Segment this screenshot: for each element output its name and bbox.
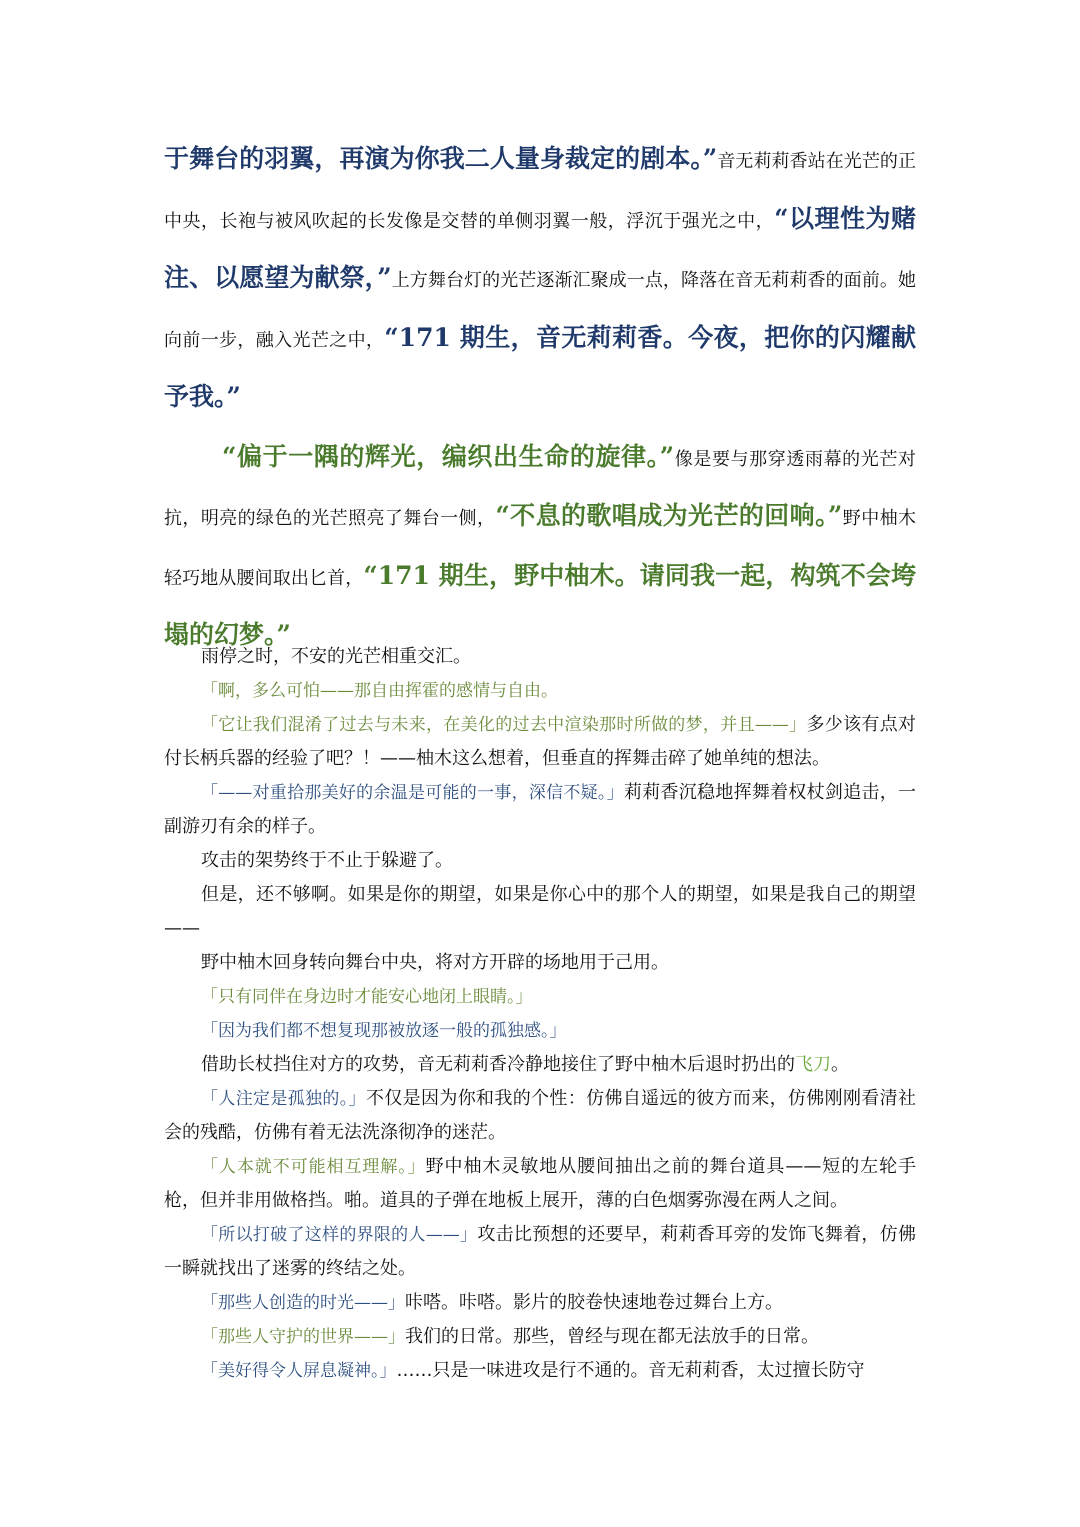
paragraph (164, 980, 916, 1014)
paragraph (164, 844, 916, 878)
narration: 莉莉香沉稳地挥舞着权杖剑追击，一副游刃有余的样子。 (164, 782, 917, 837)
paragraph (164, 1150, 916, 1218)
highlighted-word: 飞刀 (795, 1054, 831, 1075)
narration: 不仅是因为你和我的个性：仿佛自遥远的彼方而来，仿佛刚刚看清社会的残酷，仿佛有着无法洗涤彻净的迷茫。 (164, 1088, 917, 1143)
narration: 但是，还不够啊。如果是你的期望，如果是你心中的那个人的期望，如果是我自己的期望—— (164, 884, 916, 939)
lyric-line: 「因为我们都不想复现那被放逐一般的孤独感。」 (201, 1021, 567, 1041)
narration: 野中柚木回身转向舞台中央，将对方开辟的场地用于己用。 (201, 952, 669, 973)
narration: 。 (831, 1054, 849, 1075)
yuzuki-quote: “171 期生，野中柚木。请同我一起，构筑不会垮塌的幻梦。” (164, 560, 917, 649)
narration: 雨停之时，不安的光芒相重交汇。 (201, 646, 471, 667)
narration: 像是要与那穿透雨幕的光芒对抗，明亮的绿色的光芒照亮了舞台一侧， (164, 448, 916, 529)
paragraph (164, 640, 916, 674)
paragraph (164, 1082, 916, 1150)
yuzuki-quote: “偏于一隅的辉光，编织出生命的旋律。” (222, 441, 675, 471)
lilika-quote: 于舞台的羽翼，再演为你我二人量身裁定的剧本。” (164, 144, 718, 173)
lyric-line: 「那些人创造的时光——」 (201, 1293, 405, 1313)
paragraph (164, 674, 916, 708)
paragraph (164, 1320, 916, 1354)
narration: 借助长杖挡住对方的攻势，音无莉莉香冷静地接住了野中柚木后退时扔出的 (201, 1054, 795, 1075)
paragraph-yuzuki-incantation (164, 429, 916, 667)
narration: ……只是一味进攻是行不通的。音无莉莉香，太过擅长防守 (396, 1360, 865, 1381)
narration: 咔嗒。咔嗒。影片的胶卷快速地卷过舞台上方。 (405, 1292, 783, 1313)
yuzuki-quote: “不息的歌唱成为光芒的回响。” (495, 501, 843, 530)
lyric-line: 「人注定是孤独的。」 (201, 1089, 366, 1109)
paragraph (164, 878, 916, 946)
paragraph-lilika-incantation (164, 131, 916, 429)
narration: 上方舞台灯的光芒逐渐汇聚成一点，降落在音无莉莉香的面前。她向前一步，融入光芒之中， (164, 270, 916, 351)
paragraph (164, 1014, 916, 1048)
paragraph (164, 1286, 916, 1320)
paragraph (164, 1048, 916, 1082)
narrative-block-lower (164, 640, 916, 1388)
lyric-line: 「——对重拾那美好的余温是可能的一事，深信不疑。」 (201, 783, 624, 803)
narrative-block-upper (164, 131, 916, 667)
narration: 攻击的架势终于不止于躲避了。 (201, 850, 453, 871)
narration: 野中柚木灵敏地从腰间抽出之前的舞台道具——短的左轮手枪，但并非用做格挡。啪。道具的子弹在地板上展开，薄的白色烟雾弥漫在两人之间。 (164, 1156, 917, 1211)
paragraph (164, 946, 916, 980)
lyric-line: 「人本就不可能相互理解。」 (201, 1157, 426, 1177)
lilika-quote: “以理性为赌注、以愿望为献祭，” (164, 203, 917, 292)
paragraph (164, 1218, 916, 1286)
lilika-quote: “171 期生，音无莉莉香。今夜，把你的闪耀献予我。” (164, 322, 916, 411)
narration: 攻击比预想的还要早，莉莉香耳旁的发饰飞舞着，仿佛一瞬就找出了迷雾的终结之处。 (164, 1224, 916, 1279)
paragraph (164, 1354, 916, 1388)
lyric-line: 「啊，多么可怕——那自由挥霍的感情与自由。 (201, 681, 558, 701)
lyric-line: 「它让我们混淆了过去与未来，在美化的过去中渲染那时所做的梦，并且——」 (201, 715, 807, 735)
paragraph (164, 708, 916, 776)
lyric-line: 「美好得令人屏息凝神。」 (201, 1361, 397, 1381)
lyric-line: 「所以打破了这样的界限的人——」 (201, 1225, 478, 1245)
paragraph (164, 776, 916, 844)
lyric-line: 「那些人守护的世界——」 (201, 1327, 405, 1347)
narration: 我们的日常。那些，曾经与现在都无法放手的日常。 (405, 1326, 819, 1347)
narration: 多少该有点对付长柄兵器的经验了吧？！——柚木这么想着，但垂直的挥舞击碎了她单纯的想法。 (164, 714, 917, 769)
narration: 音无莉莉香站在光芒的正中央，长袍与被风吹起的长发像是交替的单侧羽翼一般，浮沉于强光之中， (164, 151, 916, 232)
lyric-line: 「只有同伴在身边时才能安心地闭上眼睛。」 (201, 987, 533, 1007)
narration: 野中柚木轻巧地从腰间取出匕首， (164, 508, 917, 589)
